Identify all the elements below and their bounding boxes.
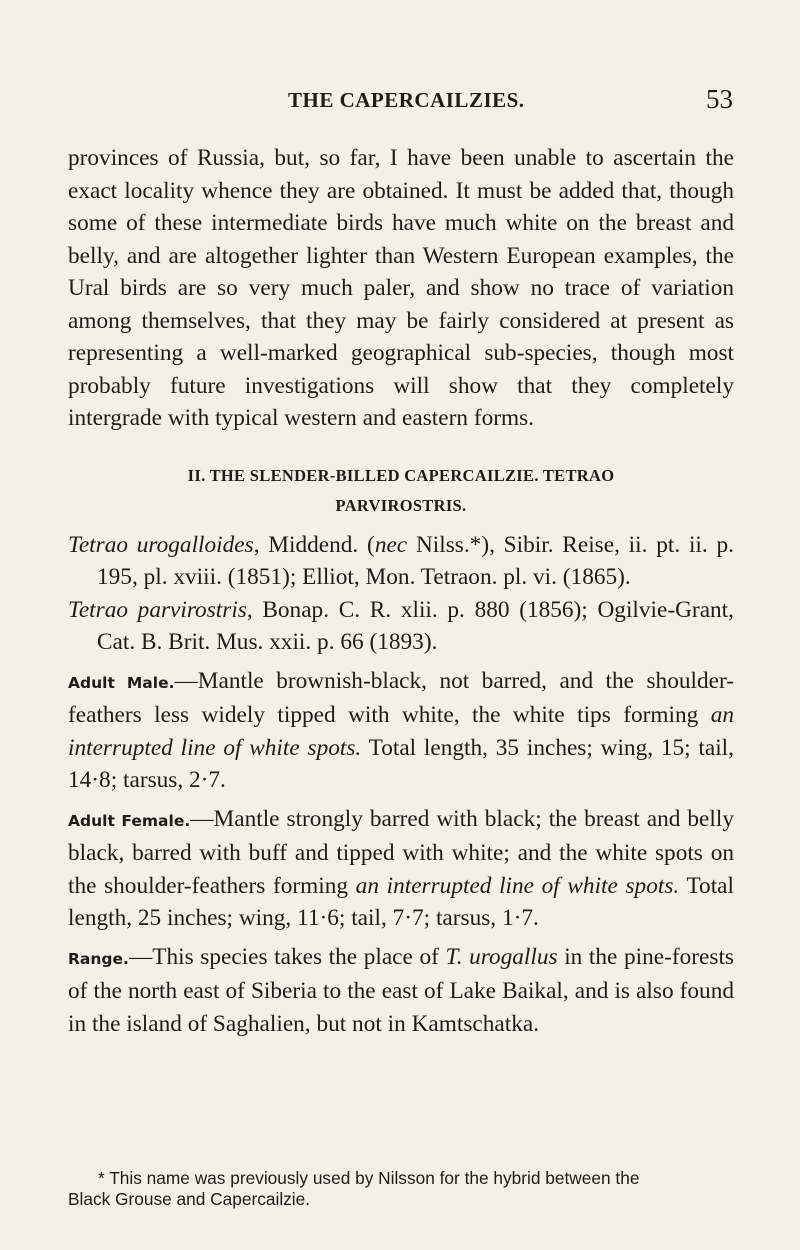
running-head xyxy=(0,84,800,124)
range-italic: T. urogallus xyxy=(445,943,558,970)
synonymy-entry xyxy=(68,529,734,594)
range-text-continued: in the pine-forests of the north east of Siberia to the east of Lake Baikal, and is also found in the island of Saghalien, but not in Kamtschatka. xyxy=(68,943,734,1037)
adult-female-description xyxy=(68,803,734,935)
measurements-text: Total length, 35 inches; wing, 15; tail, 14·8; tarsus, 2·7. xyxy=(68,734,734,793)
adult-male-description xyxy=(68,665,734,797)
intro-paragraph: provinces of Russia, but, so far, I have been unable to ascertain the exact locality whence they are obtained. It must be added that, though some of these intermediate birds have much white on the breast and belly, and are altogether lighter than Western European examples, the Ural birds are so very much paler, and show no trace of variation among themselves, that they may be fairly considered at present as representing a well-marked geographical sub-species, though most probably future investigations will show that they completely intergrade with typical western and eastern forms. xyxy=(68,145,734,431)
adult-male-label: Adult Male. xyxy=(68,673,175,692)
measurements-text: Total length, 25 inches; wing, 11·6; tail, 7·7; tarsus, 1·7. xyxy=(68,872,734,931)
synonymy-entry xyxy=(68,594,734,659)
footnote-line1: * This name was previously used by Nilsson for the hybrid between the xyxy=(98,1168,640,1188)
section-heading-line1: II. THE SLENDER-BILLED CAPERCAILZIE. TETRAO xyxy=(187,465,615,485)
footnote-line2: Black Grouse and Capercailzie. xyxy=(68,1189,311,1209)
species-name: Tetrao parvirostris xyxy=(68,596,247,623)
page-body xyxy=(68,142,734,1040)
synonymy xyxy=(68,529,734,659)
footnote xyxy=(68,1168,734,1210)
citation-text: , Bonap. C. R. xlii. p. 880 (1856); Ogilvie-Grant, Cat. B. Brit. Mus. xxii. p. 66 (1893). xyxy=(97,596,734,655)
range-label: Range. xyxy=(68,949,129,968)
adult-female-label: Adult Female. xyxy=(68,811,191,830)
section-heading xyxy=(68,461,734,521)
citation-text: Nilss.*), Sibir. Reise, ii. pt. ii. p. 195, pl. xviii. (1851); Elliot, Mon. Tetraon. pl. vi. (1865). xyxy=(97,531,734,590)
section-heading-line2: PARVIROSTRIS. xyxy=(335,495,467,515)
description-text: —Mantle brownish-black, not barred, and the shoulder-feathers less widely tipped with white, the white tips forming xyxy=(68,667,735,728)
citation-author: , Middend. ( xyxy=(253,531,375,558)
running-title: THE CAPERCAILZIES. xyxy=(288,88,525,112)
range-description xyxy=(68,941,734,1041)
description-text: —Mantle strongly barred with black; the breast and belly black, barred with buff and tipped with white; and the white spots on the shoulder-feathers forming xyxy=(68,805,734,899)
description-italic: an interrupted line of white spots. xyxy=(355,872,680,899)
nec-term: nec xyxy=(374,531,408,558)
page-number: 53 xyxy=(706,84,733,114)
description-italic: an interrupted line of white spots. xyxy=(68,702,734,761)
range-text: —This species takes the place of xyxy=(128,943,446,970)
species-name: Tetrao urogalloides xyxy=(68,531,254,558)
